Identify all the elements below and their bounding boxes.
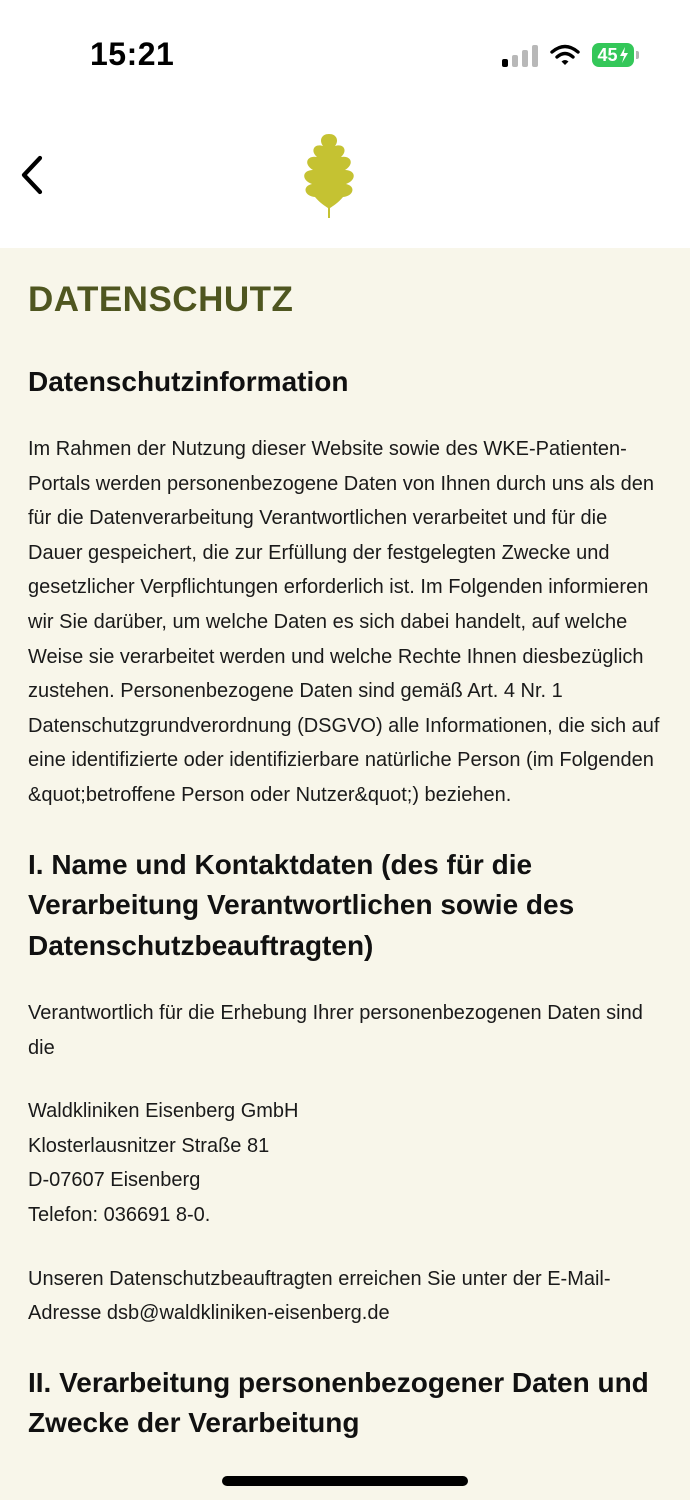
status-bar (0, 0, 690, 100)
responsible-intro-paragraph: Verantwortlich für die Erhebung Ihrer personenbezogenen Daten sind die (28, 1002, 643, 1059)
home-indicator[interactable] (222, 1476, 468, 1486)
privacy-content (0, 248, 690, 1500)
oak-leaf-logo-icon (296, 130, 362, 222)
address-block (28, 1094, 662, 1232)
status-icons (502, 40, 634, 70)
navigation-bar (0, 100, 690, 248)
address-line-phone: Telefon: 036691 8-0. (28, 1204, 211, 1226)
back-button[interactable] (12, 148, 52, 202)
wifi-icon (550, 44, 580, 66)
heading-processing: II. Verarbeitung personenbezogener Daten und Zwecke der Verarbeitung (28, 1366, 649, 1439)
chevron-left-icon (19, 155, 45, 195)
address-line-company: Waldkliniken Eisenberg GmbH (28, 1100, 299, 1123)
page-title: DATENSCHUTZ (28, 280, 294, 319)
address-line-street: Klosterlausnitzer Straße 81 (28, 1134, 270, 1157)
battery-charging-icon (592, 43, 634, 67)
section-title: Datenschutzinformation (28, 366, 349, 397)
heading-name-contact: I. Name und Kontaktdaten (des für die Verarbeitung Verantwortlichen sowie des Datenschutzbeauftragten) (28, 848, 575, 961)
charging-bolt-icon (619, 47, 629, 63)
dpo-paragraph: Unseren Datenschutzbeauftragten erreichen Sie unter der E-Mail-Adresse dsb@waldkliniken-eisenberg.de (28, 1267, 611, 1325)
intro-paragraph: Im Rahmen der Nutzung dieser Website sowie des WKE-Patienten-Portals werden personenbezogene Daten von Ihnen durch uns als den für die Datenverarbeitung Verantwortlichen verarbeitet und für die Dauer gespeichert, die zur Erfüllung der festgelegten Zwecke und gesetzlicher Verpflichtungen erforderlich ist. Im Folgenden informieren wir Sie darüber, um welche Daten es sich dabei handelt, auf welche Weise sie verarbeitet werden und welche Rechte Ihnen diesbezüglich zustehen. Personenbezogene Daten sind gemäß Art. 4 Nr. 1 Datenschutzgrundverordnung (DSGVO) alle Informationen, die sich auf eine identifizierte oder identifizierbare natürliche Person (im Folgenden &quot;betroffene Person oder Nutzer&quot;) beziehen. (28, 438, 660, 806)
status-time: 15:21 (90, 36, 175, 72)
battery-cap (636, 51, 639, 59)
cellular-signal-icon (502, 43, 538, 67)
battery-level: 45 (597, 44, 618, 65)
address-line-city: D-07607 Eisenberg (28, 1169, 201, 1192)
